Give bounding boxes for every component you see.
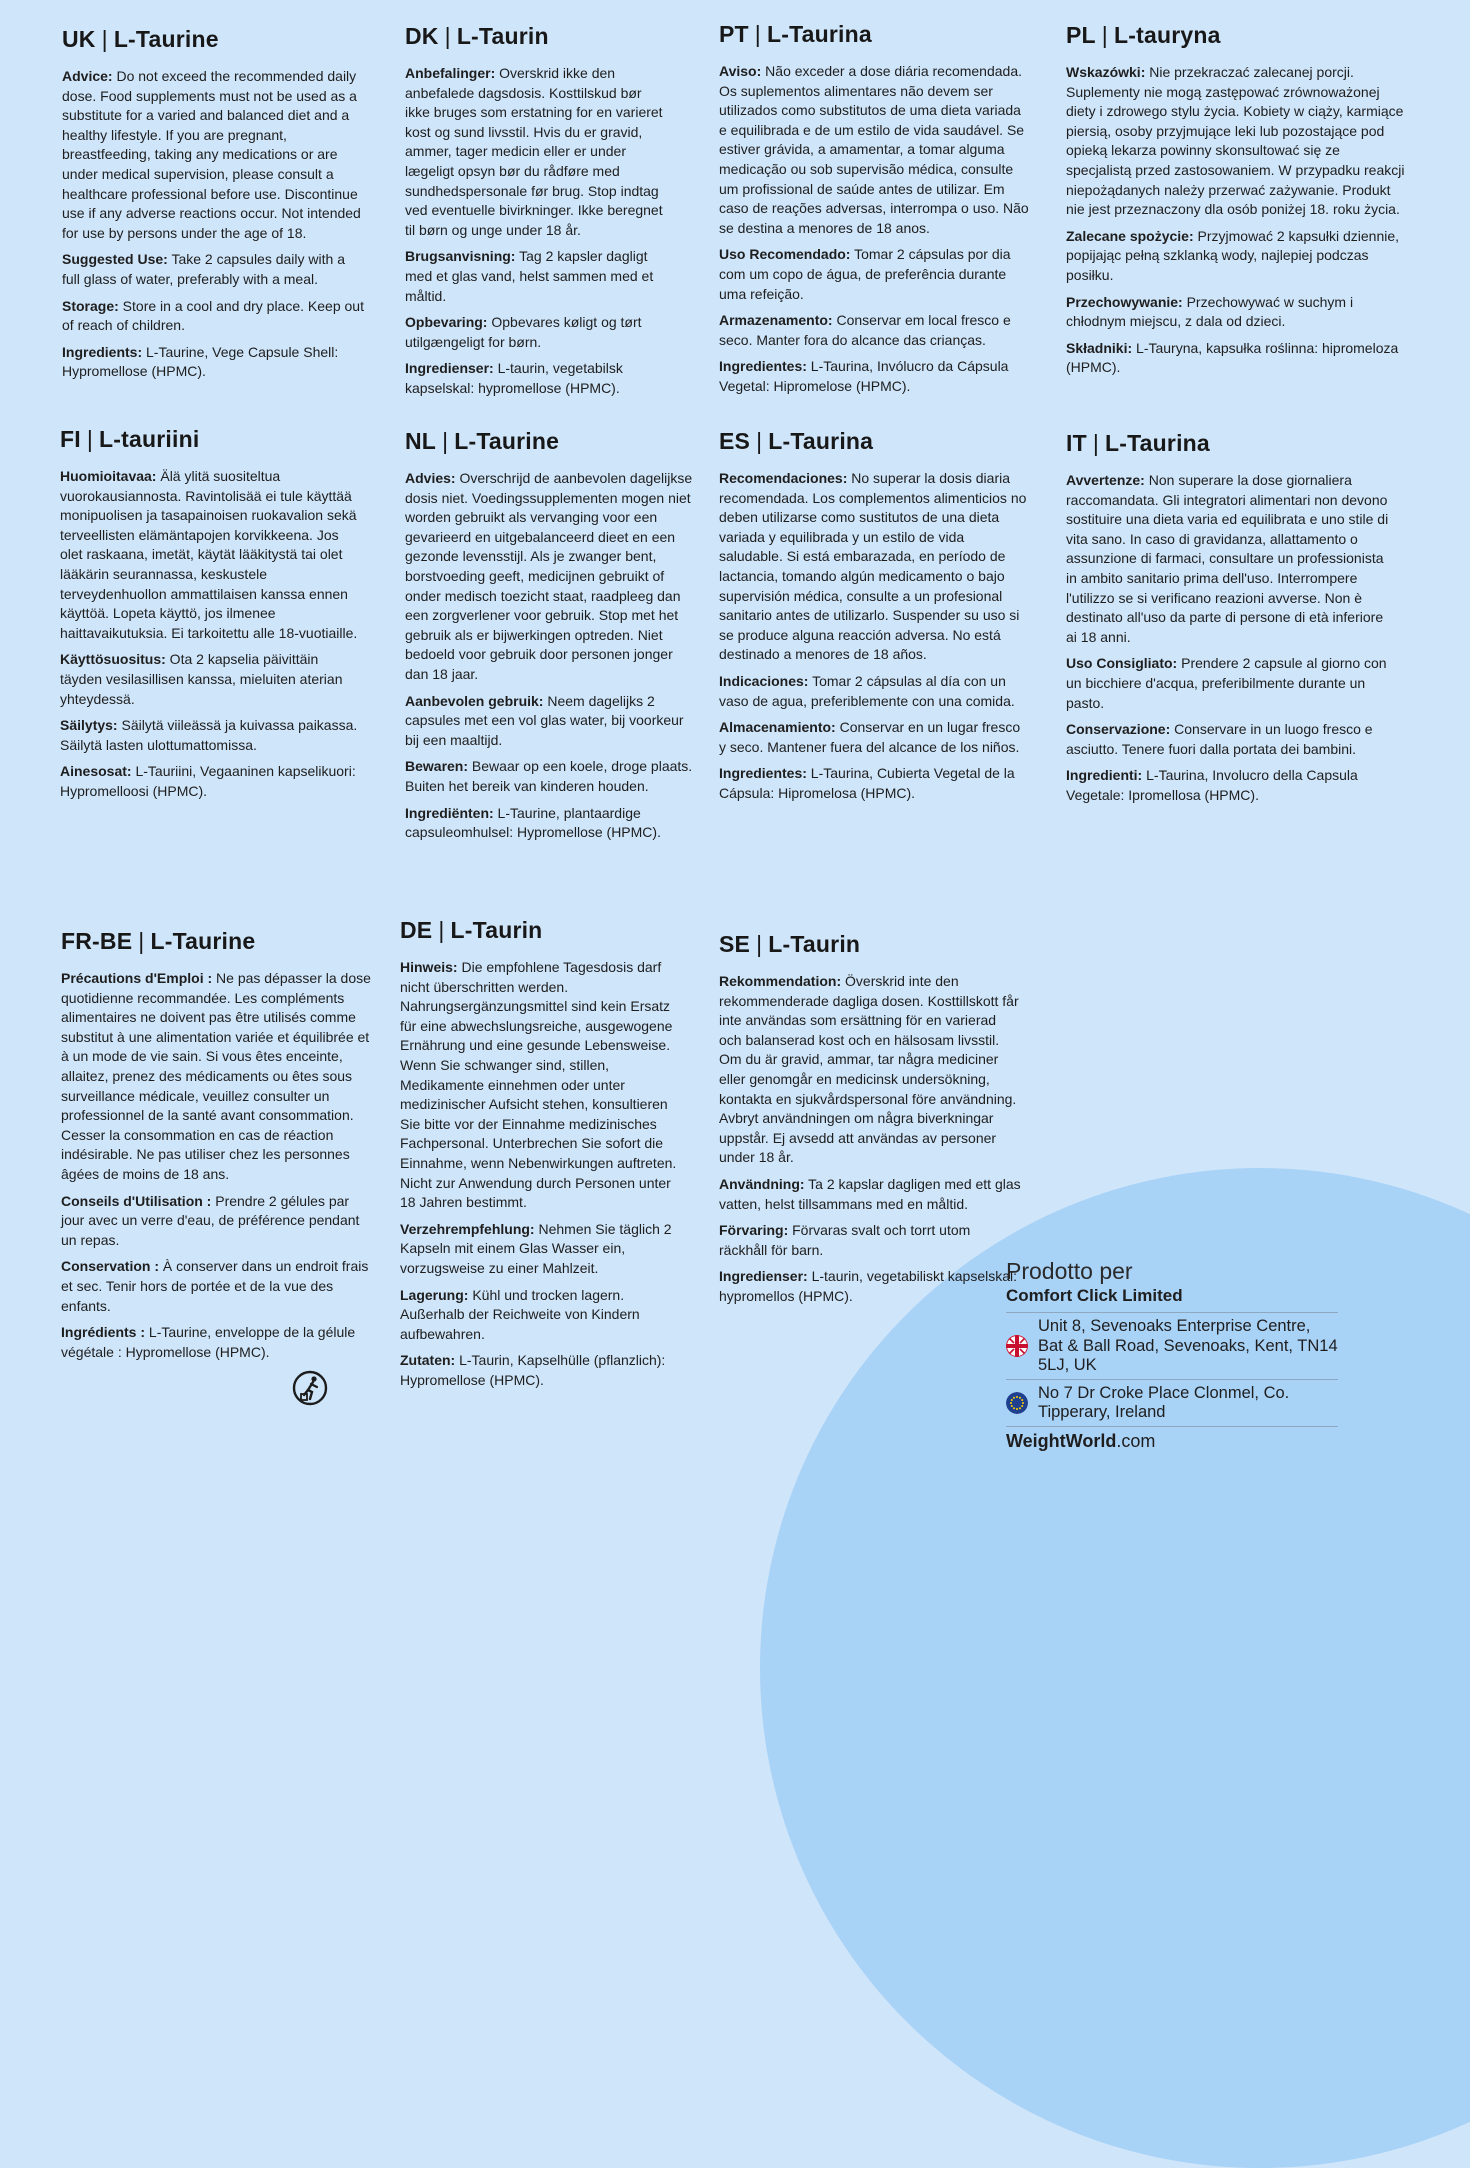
product-name: L-tauriini: [99, 426, 200, 452]
language-code: NL: [405, 428, 437, 454]
paragraph-label: Ingredientes:: [719, 765, 807, 782]
language-code: PT: [719, 21, 749, 47]
paragraph-text: Conservar em local fresco e seco. Manter fora do alcance das crianças.: [719, 312, 1011, 348]
section-paragraph: [1066, 63, 1408, 220]
section-fr-be: [61, 928, 371, 1369]
heading-separator: |: [138, 928, 145, 954]
paragraph-text: Do not exceed the recommended daily dose. Food supplements must not be used as a substitute for a varied and balanced diet and a healthy lifestyle. If you are pregnant, breastfeeding, taking any medications or are under medical supervision, please consult a healthcare professional before use. Discontinue use if any adverse reactions occur. Not intended for use by persons under the age of 18.: [62, 68, 361, 241]
language-code: FI: [60, 426, 81, 452]
paragraph-text: Conservar en un lugar fresco y seco. Mantener fuera del alcance de los niños.: [719, 719, 1021, 755]
section-paragraph: [405, 313, 669, 352]
product-name: L-Taurina: [768, 428, 874, 454]
paragraph-label: Avvertenze:: [1066, 472, 1145, 488]
paragraph-label: Ingredienti:: [1066, 767, 1143, 784]
ie-address: No 7 Dr Croke Place Clonmel, Co. Tipperary, Ireland: [1038, 1383, 1290, 1421]
section-uk: [62, 26, 364, 389]
language-code: DE: [400, 917, 433, 943]
website-domain: .com: [1116, 1430, 1156, 1451]
product-name: L-Taurina: [1105, 430, 1210, 456]
paragraph-label: Brugsanvisning:: [405, 248, 516, 265]
product-name: L-Taurina: [766, 21, 872, 47]
paragraph-text: Store in a cool and dry place. Keep out of reach of children.: [62, 297, 364, 334]
section-paragraph: [62, 297, 364, 336]
paragraph-label: Advies:: [405, 470, 456, 486]
manufacturer-info: [1006, 1258, 1338, 1452]
paragraph-text: Prendre 2 gélules par jour avec un verre d'eau, de préférence pendant un repas.: [61, 1192, 360, 1248]
paragraph-label: Suggested Use:: [62, 251, 168, 268]
paragraph-label: Ingredients:: [62, 343, 143, 360]
paragraph-label: Składniki:: [1066, 339, 1133, 356]
paragraph-text: L-Tauriini, Vegaaninen kapselikuori: Hypromelloosi (HPMC).: [60, 763, 356, 799]
section-paragraph: [400, 1220, 690, 1279]
paragraph-text: Neem dagelijks 2 capsules met een vol glas water, bij voorkeur bij een maaltijd.: [405, 692, 684, 748]
section-paragraph: [62, 250, 364, 289]
section-paragraph: [719, 764, 1027, 803]
paragraph-label: Aanbevolen gebruik:: [405, 692, 544, 709]
paragraph-text: Förvaras svalt och torrt utom räckhåll för barn.: [719, 1222, 971, 1258]
language-code: IT: [1066, 430, 1087, 456]
paragraph-text: L-taurin, vegetabilsk kapselskal: hypromellose (HPMC).: [405, 360, 623, 396]
tidyman-icon: [292, 1370, 330, 1406]
paragraph-label: Huomioitavaa:: [60, 468, 157, 484]
paragraph-label: Indicaciones:: [719, 672, 809, 689]
paragraph-label: Storage:: [62, 297, 119, 314]
section-paragraph: [719, 718, 1027, 757]
product-name: L-tauryna: [1113, 22, 1221, 48]
company-name: Comfort Click Limited: [1006, 1286, 1183, 1305]
section-heading: [719, 21, 1031, 48]
paragraph-text: L-Taurine, enveloppe de la gélule végétale : Hypromellose (HPMC).: [61, 1324, 356, 1360]
paragraph-text: Przechowywać w suchym i chłodnym miejscu, z dala od dzieci.: [1066, 293, 1354, 330]
website[interactable]: [1006, 1426, 1338, 1452]
paragraph-text: Przyjmować 2 kapsułki dziennie, popijając pełną szklanką wody, najlepiej podczas posiłku.: [1066, 227, 1400, 283]
paragraph-text: L-Taurin, Kapselhülle (pflanzlich): Hypromellose (HPMC).: [400, 1352, 666, 1388]
paragraph-label: Recomendaciones:: [719, 470, 848, 486]
paragraph-label: Lagerung:: [400, 1286, 469, 1303]
section-paragraph: [1066, 766, 1392, 805]
paragraph-text: Nehmen Sie täglich 2 Kapseln mit einem Glas Wasser ein, vorzugsweise zu einer Mahlzeit.: [400, 1220, 672, 1276]
paragraph-label: Armazenamento:: [719, 312, 833, 329]
section-paragraph: [719, 1267, 1021, 1306]
paragraph-text: Kühl und trocken lagern. Außerhalb der Reichweite von Kindern aufbewahren.: [400, 1286, 640, 1342]
section-paragraph: [400, 1286, 690, 1345]
paragraph-label: Förvaring:: [719, 1222, 789, 1239]
paragraph-text: Tomar 2 cápsulas al día con un vaso de agua, preferiblemente con una comida.: [719, 672, 1015, 709]
section-paragraph: [405, 64, 669, 240]
section-paragraph: [1066, 227, 1408, 286]
section-paragraph: [1066, 471, 1392, 647]
paragraph-label: Zalecane spożycie:: [1066, 227, 1194, 244]
paragraph-label: Uso Consigliato:: [1066, 655, 1178, 672]
language-code: UK: [62, 26, 96, 52]
section-paragraph: [62, 343, 364, 382]
section-heading: [60, 426, 364, 453]
section-paragraph: [719, 972, 1021, 1168]
paragraph-text: No superar la dosis diaria recomendada. Los complementos alimenticios no deben utilizarse como sustitutos de una dieta variada y equilibrada y un estilo de vida saludable. Si está embarazada, en período de lactancia, tomando algún medicamento o bajo supervisión médica, consulte a un profesional sanitario antes de utilizarlo. Suspender su uso si se produce alguna reacción adversa. No está destinado a menores de 18 años.: [719, 470, 1027, 663]
section-pt: [719, 21, 1031, 404]
paragraph-text: Nie przekraczać zalecanej porcji. Suplementy nie mogą zastępować zrównoważonej diety i zdrowego stylu życia. Kobiety w ciąży, karmiące piersią, osoby przyjmujące leki lub pozostające pod opieką lekarza powinny skonsultować się ze specjalistą przed zastosowaniem. W przypadku reakcji niepożądanych należy przerwać zażywanie. Produkt nie jest przeznaczony dla osób poniżej 18. roku życia.: [1066, 64, 1405, 218]
language-code: FR-BE: [61, 928, 133, 954]
website-brand: WeightWorld: [1006, 1430, 1117, 1451]
paragraph-label: Conservazione:: [1066, 721, 1171, 738]
section-paragraph: [60, 650, 364, 709]
paragraph-label: Användning:: [719, 1175, 805, 1192]
product-name: L-Taurin: [768, 931, 861, 957]
eu-flag-icon: [1006, 1392, 1028, 1414]
paragraph-text: Tag 2 kapsler dagligt med et glas vand, helst sammen med et måltid.: [405, 248, 654, 304]
section-paragraph: [60, 467, 364, 643]
section-paragraph: [405, 804, 697, 843]
heading-separator: |: [101, 26, 108, 52]
paragraph-text: Overschrijd de aanbevolen dagelijkse dosis niet. Voedingssupplementen mogen niet worden gebruikt als vervanging voor een gevarieerd en uitgebalanceerd dieet en een gezonde levensstijl. Als je zwanger bent, borstvoeding geeft, medicijnen gebruikt of onder medisch toezicht staat, raadpleeg dan een zorgverlener voor gebruik. Stop met het gebruik als er bijwerkingen optreden. Niet bedoeld voor gebruik door personen jonger dan 18 jaar.: [405, 470, 693, 682]
language-code: SE: [719, 931, 751, 957]
section-it: [1066, 430, 1392, 813]
section-fi: [60, 426, 364, 809]
section-paragraph: [405, 247, 669, 306]
paragraph-text: Säilytä viileässä ja kuivassa paikassa. Säilytä lasten ulottumattomissa.: [60, 717, 358, 753]
section-heading: [719, 931, 1021, 958]
paragraph-label: Anbefalinger:: [405, 65, 496, 81]
paragraph-label: Uso Recomendado:: [719, 246, 851, 263]
product-name: L-Taurin: [456, 23, 549, 49]
paragraph-text: Non superare la dose giornaliera raccomandata. Gli integratori alimentari non devono sostituire una dieta varia ed equilibrata e uno stile di vita sano. In caso di gravidanza, allattamento o assunzione di farmaci, consultare un professionista in ambito sanitario prima dell'uso. Interrompere l'utilizzo se si verificano reazioni avverse. Non è destinato all'uso da parte di persone di età inferiore ai 18 anni.: [1066, 472, 1389, 645]
section-paragraph: [719, 1175, 1021, 1214]
section-heading: [400, 917, 690, 944]
paragraph-label: Almacenamiento:: [719, 719, 836, 736]
paragraph-text: L-Taurine, plantaardige capsuleomhulsel: Hypromellose (HPMC).: [405, 804, 661, 841]
paragraph-text: Älä ylitä suositeltua vuorokausiannosta. Ravintolisää ei tule käyttää monipuolisen ja tasapainoisen ruokavalion sekä terveellisten elämäntapojen korvikkeena. Jos olet raskaana, imetät, käytät lääkitystä tai olet lääkärin seurannassa, keskustele terveydenhuollon ammattilaisen kanssa ennen käyttöä. Lopeta käyttö, jos ilmenee haittavaikutuksia. Ei tarkoitettu alle 18-vuotiaille.: [60, 468, 358, 641]
section-paragraph: [719, 311, 1031, 350]
paragraph-text: Não exceder a dose diária recomendada. Os suplementos alimentares não devem ser utilizados como substitutos de uma dieta variada e equilibrada e de um estilo de vida saudável. Se estiver grávida, a amamentar, a tomar alguma medicação ou sob supervisão médica, consulte um profissional de saúde antes de utilizar. Em caso de reações adversas, interrompa o uso. Não se destina a menores de 18 anos.: [719, 63, 1029, 236]
section-paragraph: [405, 757, 697, 796]
section-paragraph: [60, 716, 364, 755]
section-paragraph: [719, 672, 1027, 711]
heading-separator: |: [438, 917, 445, 943]
paragraph-label: Advice:: [62, 68, 113, 84]
paragraph-label: Opbevaring:: [405, 314, 488, 331]
section-de: [400, 917, 690, 1397]
section-paragraph: [719, 1221, 1021, 1260]
section-heading: [1066, 430, 1392, 457]
paragraph-text: Die empfohlene Tagesdosis darf nicht überschritten werden. Nahrungsergänzungsmittel sind kein Ersatz für eine abwechslungsreiche, ausgewogene Ernährung und eine gesunde Lebensweise. Wenn Sie schwanger sind, stillen, Medikamente einnehmen oder unter medizinischer Aufsicht stehen, konsultieren Sie bitte vor der Einnahme medizinisches Fachpersonal. Unterbrechen Sie sofort die Einnahme, wenn Nebenwirkungen auftreten. Nicht zur Anwendung durch Personen unter 18 Jahren bestimmt.: [400, 959, 677, 1211]
section-paragraph: [719, 357, 1031, 396]
section-paragraph: [1066, 293, 1408, 332]
language-code: DK: [405, 23, 439, 49]
section-paragraph: [719, 245, 1031, 304]
paragraph-text: À conserver dans un endroit frais et sec. Tenir hors de portée et de la vue des enfants.: [61, 1258, 369, 1314]
section-heading: [62, 26, 364, 53]
section-paragraph: [405, 692, 697, 751]
paragraph-label: Conseils d'Utilisation :: [61, 1192, 212, 1209]
section-nl: [405, 428, 697, 850]
paragraph-text: Ota 2 kapselia päivittäin täyden vesilasillisen kanssa, mieluiten aterian yhteydessä.: [60, 651, 343, 707]
section-paragraph: [61, 969, 371, 1185]
section-es: [719, 428, 1027, 811]
uk-flag-icon: [1006, 1335, 1028, 1357]
paragraph-label: Ingredienser:: [719, 1268, 808, 1285]
section-heading: [61, 928, 371, 955]
section-heading: [719, 428, 1027, 455]
paragraph-text: Conservare in un luogo fresco e asciutto. Tenere fuori dalla portata dei bambini.: [1066, 721, 1373, 757]
section-paragraph: [1066, 654, 1392, 713]
paragraph-label: Säilytys:: [60, 717, 118, 734]
paragraph-text: L-Taurine, Vege Capsule Shell: Hypromellose (HPMC).: [62, 343, 339, 380]
paragraph-text: Bewaar op een koele, droge plaats. Buiten het bereik van kinderen houden.: [405, 758, 693, 794]
paragraph-text: Opbevares køligt og tørt utilgængeligt for børn.: [405, 314, 642, 350]
paragraph-text: Tomar 2 cápsulas por dia com um copo de água, de preferência durante uma refeição.: [719, 246, 1011, 302]
paragraph-label: Aviso:: [719, 63, 762, 79]
paragraph-text: L-Taurina, Invólucro da Cápsula Vegetal: Hipromelose (HPMC).: [719, 358, 1009, 394]
language-code: ES: [719, 428, 751, 454]
paragraph-text: L-Tauryna, kapsułka roślinna: hipromeloza (HPMC).: [1066, 339, 1399, 376]
heading-separator: |: [1101, 22, 1108, 48]
paragraph-text: L-Taurina, Involucro della Capsula Vegetale: Ipromellosa (HPMC).: [1066, 767, 1358, 803]
paragraph-label: Przechowywanie:: [1066, 293, 1183, 310]
section-paragraph: [61, 1192, 371, 1251]
product-name: L-Taurine: [150, 928, 256, 954]
ie-address-row: [1006, 1379, 1338, 1426]
produced-for-label: Prodotto per: [1006, 1258, 1133, 1284]
heading-separator: |: [754, 21, 761, 47]
paragraph-label: Bewaren:: [405, 758, 469, 775]
paragraph-text: Ne pas dépasser la dose quotidienne recommandée. Les compléments alimentaires ne doivent pas être utilisés comme substitut à une alimentation variée et équilibrée et à un mode de vie sain. Si vous êtes enceinte, allaitez, prenez des médicaments ou êtes sous surveillance médicale, veuillez consulter un professionnel de la santé avant consommation. Cesser la consommation en cas de réaction indésirable. Ne pas utiliser chez les personnes âgées de moins de 18 ans.: [61, 970, 371, 1182]
section-heading: [405, 428, 697, 455]
section-paragraph: [405, 359, 669, 398]
product-name: L-Taurine: [454, 428, 560, 454]
section-paragraph: [61, 1257, 371, 1316]
paragraph-label: Verzehrempfehlung:: [400, 1220, 535, 1237]
paragraph-text: Overskrid ikke den anbefalede dagsdosis. Kosttilskud bør ikke bruges som erstatning for en varieret kost og sund livsstil. Hvis du er gravid, ammer, tager medicin eller er under lægeligt opsyn bør du rådføre med sundhedspersonale før brug. Stop indtag ved eventuelle bivirkninger. Ikke beregnet til børn og unge under 18 år.: [405, 65, 663, 238]
section-pl: [1066, 22, 1408, 385]
heading-separator: |: [756, 931, 763, 957]
section-dk: [405, 23, 669, 406]
paragraph-text: Take 2 capsules daily with a full glass of water, preferably with a meal.: [62, 251, 345, 287]
paragraph-label: Wskazówki:: [1066, 64, 1146, 80]
paragraph-label: Ingredientes:: [719, 358, 807, 375]
section-paragraph: [60, 762, 364, 801]
paragraph-text: Prendere 2 capsule al giorno con un bicchiere d'acqua, preferibilmente durante un pasto.: [1066, 655, 1387, 711]
paragraph-label: Conservation :: [61, 1258, 160, 1275]
product-name: L-Taurine: [113, 26, 219, 52]
paragraph-label: Ingrediënten:: [405, 804, 494, 821]
section-se: [719, 931, 1021, 1314]
paragraph-text: Ta 2 kapslar dagligen med ett glas vatten, helst tillsammans med en måltid.: [719, 1175, 1021, 1212]
section-paragraph: [719, 469, 1027, 665]
section-paragraph: [405, 469, 697, 685]
paragraph-label: Précautions d'Emploi :: [61, 970, 213, 986]
paragraph-text: L-taurin, vegetabiliskt kapselskal: hypromellos (HPMC).: [719, 1268, 1018, 1304]
paragraph-label: Rekommendation:: [719, 973, 842, 989]
paragraph-label: Ingrédients :: [61, 1324, 146, 1341]
heading-separator: |: [1092, 430, 1100, 456]
uk-address: Unit 8, Sevenoaks Enterprise Centre, Bat & Ball Road, Sevenoaks, Kent, TN14 5LJ, UK: [1038, 1317, 1338, 1374]
section-paragraph: [719, 62, 1031, 238]
paragraph-label: Ainesosat:: [60, 763, 132, 780]
section-paragraph: [400, 958, 690, 1213]
paragraph-label: Hinweis:: [400, 959, 458, 975]
heading-separator: |: [86, 426, 94, 452]
section-heading: [405, 23, 669, 50]
heading-separator: |: [756, 428, 763, 454]
paragraph-text: Överskrid inte den rekommenderade dagliga dosen. Kosttillskott får inte användas som ersättning för en varierad och balanserad kost och en hälsosam livsstil. Om du är gravid, ammar, tar några mediciner eller genomgår en medicinsk undersökning, kontakta en sjukvårdspersonal före användning. Avbryt användningen om några biverkningar uppstår. Ej avsedd att användas av personer under 18 år.: [719, 973, 1019, 1166]
section-heading: [1066, 22, 1408, 49]
section-paragraph: [62, 67, 364, 243]
heading-separator: |: [444, 23, 451, 49]
uk-address-row: [1006, 1312, 1338, 1379]
section-paragraph: [1066, 339, 1408, 378]
product-name: L-Taurin: [450, 917, 543, 943]
paragraph-label: Ingredienser:: [405, 360, 494, 377]
paragraph-label: Käyttösuositus:: [60, 651, 166, 668]
paragraph-text: L-Taurina, Cubierta Vegetal de la Cápsula: Hipromelosa (HPMC).: [719, 765, 1015, 801]
heading-separator: |: [442, 428, 449, 454]
section-paragraph: [1066, 720, 1392, 759]
language-code: PL: [1066, 22, 1096, 48]
paragraph-label: Zutaten:: [400, 1352, 456, 1369]
section-paragraph: [400, 1351, 690, 1390]
section-paragraph: [61, 1323, 371, 1362]
